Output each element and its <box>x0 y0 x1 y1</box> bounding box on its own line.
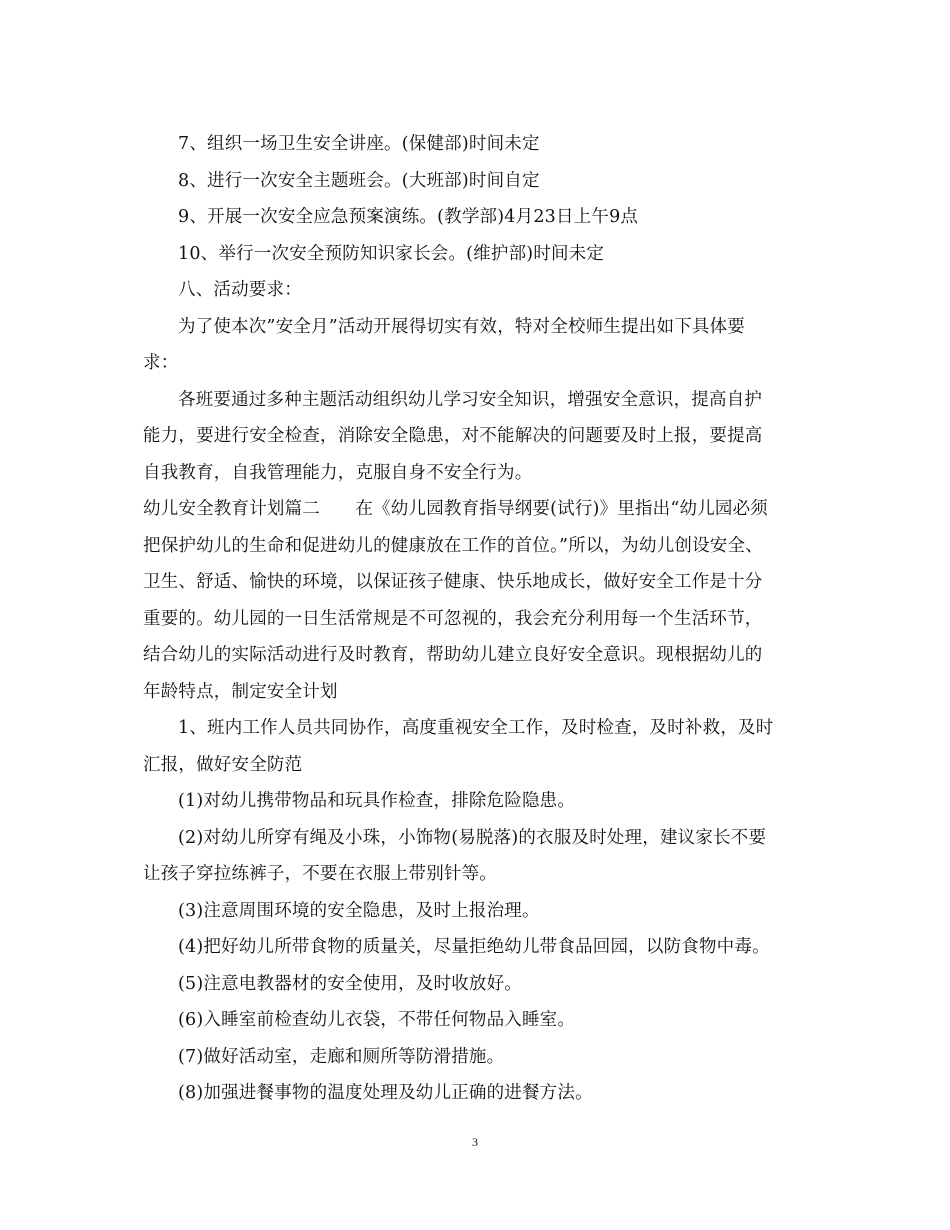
text-line: 能力，要进行安全检查，消除安全隐患，对不能解决的问题要及时上报，要提高 <box>143 426 763 446</box>
text-line: 幼儿安全教育计划篇二 在《幼儿园教育指导纲要(试行)》里指出“幼儿园必须 <box>143 499 768 519</box>
text-line: 9、开展一次安全应急预案演练。(教学部)4月23日上午9点 <box>178 207 639 227</box>
list-item: (5)注意电教器材的安全使用，及时收放好。 <box>178 973 522 994</box>
section-heading: 八、活动要求： <box>178 280 302 300</box>
text-line: 把保护幼儿的生命和促进幼儿的健康放在工作的首位。”所以，为幼儿创设安全、 <box>143 535 763 556</box>
text-line: 自我教育，自我管理能力，克服自身不安全行为。 <box>143 462 533 483</box>
text-line: 重要的。幼儿园的一日生活常规是不可忽视的，我会充分利用每一个生活环节， <box>143 608 763 629</box>
page-number: 3 <box>472 1135 478 1149</box>
list-item: (4)把好幼儿所带食物的质量关，尽量拒绝幼儿带食品回园，以防食物中毒。 <box>178 937 770 957</box>
text-line: 求： <box>143 353 179 373</box>
list-item: (1)对幼儿携带物品和玩具作检查，排除危险隐患。 <box>178 791 576 811</box>
document-body <box>143 126 811 1112</box>
list-item: (6)入睡室前检查幼儿衣袋，不带任何物品入睡室。 <box>178 1010 576 1030</box>
text-line: 结合幼儿的实际活动进行及时教育，帮助幼儿建立良好安全意识。现根据幼儿的 <box>143 645 763 665</box>
text-line: 8、进行一次安全主题班会。(大班部)时间自定 <box>178 170 540 191</box>
text-line: 1、班内工作人员共同协作，高度重视安全工作，及时检查，及时补救，及时 <box>178 718 774 738</box>
list-item: (2)对幼儿所穿有绳及小珠，小饰物(易脱落)的衣服及时处理，建议家长不要 <box>178 827 767 848</box>
list-item: (7)做好活动室，走廊和厕所等防滑措施。 <box>178 1046 505 1067</box>
list-item: (8)加强进餐事物的温度处理及幼儿正确的进餐方法。 <box>178 1083 593 1103</box>
text-line: 汇报，做好安全防范 <box>143 754 303 775</box>
text-line: 7、组织一场卫生安全讲座。(保健部)时间未定 <box>178 134 540 154</box>
text-line: 让孩子穿拉练裤子，不要在衣服上带别针等。 <box>143 864 497 884</box>
text-line: 卫生、舒适、愉快的环境，以保证孩子健康、快乐地成长，做好安全工作是十分 <box>143 572 763 592</box>
text-line: 10、举行一次安全预防知识家长会。(维护部)时间未定 <box>178 243 605 264</box>
text-line: 年龄特点，制定安全计划 <box>143 681 338 702</box>
text-line: 为了使本次”安全月”活动开展得切实有效，特对全校师生提出如下具体要 <box>178 316 745 337</box>
text-line: 各班要通过多种主题活动组织幼儿学习安全知识，增强安全意识，提高自护 <box>178 389 763 410</box>
list-item: (3)注意周围环境的安全隐患，及时上报治理。 <box>178 900 540 921</box>
